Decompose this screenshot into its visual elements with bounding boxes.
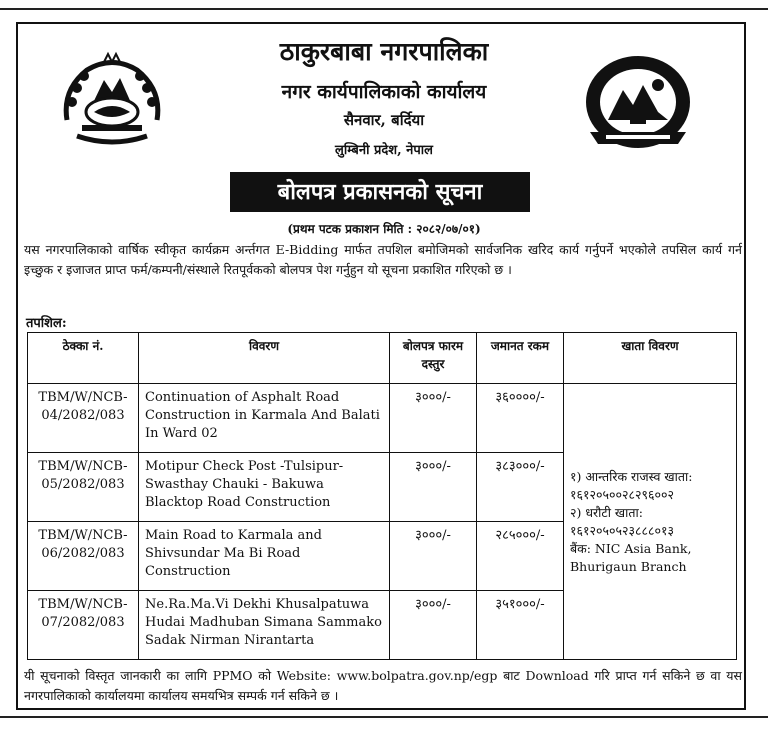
deposit-account-number: १६१२०५०५२३८८८०१३ bbox=[570, 522, 675, 538]
office-location: सैनवार, बर्दिया bbox=[343, 111, 425, 129]
deposit-account-label: २) धरौटी खाता: bbox=[570, 504, 643, 520]
form-fee: ३०००/- bbox=[390, 522, 477, 591]
contract-number: TBM/W/NCB-04/2082/083 bbox=[28, 384, 139, 453]
bid-deposit: २८५०००/- bbox=[477, 522, 564, 591]
intro-paragraph: यस नगरपालिकाको वार्षिक स्वीकृत कार्यक्रम अर्न्तगत E-Bidding मार्फत तपशिल बमोजिमको सार्वजनिक खरिद कार्य गर्नुपर्ने भएकोले तपसिल कार्य गर्न इच्छुक र इजाजत प्राप्त फर्म/कम्पनी/संस्थाले रितपूर्वकको बोलपत्र पेश गर्नुहुन यो सूचना प्रकाशित गरिएको छ । bbox=[24, 242, 742, 277]
work-description: Ne.Ra.Ma.Vi Dekhi Khusalpatuwa Hudai Madhuban Simana Sammako Sadak Nirman Nirantarta bbox=[139, 591, 390, 660]
notice-title-banner: बोलपत्र प्रकासनको सूचना bbox=[230, 172, 530, 212]
work-description: Main Road to Karmala and Shivsundar Ma Bi Road Construction bbox=[139, 522, 390, 591]
revenue-account-label: १) आन्तरिक राजस्व खाता: bbox=[570, 468, 693, 484]
bottom-rule bbox=[0, 716, 768, 718]
top-rule bbox=[0, 8, 768, 10]
bid-deposit: ३८३०००/- bbox=[477, 453, 564, 522]
table-row bbox=[28, 384, 737, 453]
column-header-form-fee: बोलपत्र फारम दस्तुर bbox=[390, 333, 477, 384]
bid-table bbox=[27, 332, 737, 660]
bank-name: बैंक: NIC Asia Bank, bbox=[570, 540, 692, 556]
province-line: लुम्बिनी प्रदेश, नेपाल bbox=[335, 143, 433, 158]
contract-number: TBM/W/NCB-05/2082/083 bbox=[28, 453, 139, 522]
contract-number: TBM/W/NCB-07/2082/083 bbox=[28, 591, 139, 660]
column-header-deposit: जमानत रकम bbox=[477, 333, 564, 384]
column-header-description: विवरण bbox=[139, 333, 390, 384]
footer-paragraph: यी सूचनाको विस्तृत जानकारी का लागि PPMO को Website: www.bolpatra.gov.np/egp बाट Download गरि प्राप्त गर्न सकिने छ वा यस नगरपालिकाको कार्यालयमा कार्यालय समयभित्र सम्पर्क गर्न सकिने छ । bbox=[24, 668, 742, 703]
bank-branch: Bhurigaun Branch bbox=[570, 558, 687, 574]
column-header-contract-no: ठेक्का नं. bbox=[28, 333, 139, 384]
revenue-account-number: १६१२०५००२८२९६००२ bbox=[570, 486, 675, 502]
column-header-account: खाता विवरण bbox=[564, 333, 737, 384]
contract-number: TBM/W/NCB-06/2082/083 bbox=[28, 522, 139, 591]
bid-deposit: ३६००००/- bbox=[477, 384, 564, 453]
bid-deposit: ३५१०००/- bbox=[477, 591, 564, 660]
office-name: नगर कार्यपालिकाको कार्यालय bbox=[281, 81, 487, 103]
table-header-row bbox=[28, 333, 737, 384]
publish-date: (प्रथम पटक प्रकाशन मिति : २०८२/०७/०१) bbox=[287, 222, 481, 236]
details-label: तपशिल: bbox=[26, 316, 67, 331]
work-description: Motipur Check Post -Tulsipur-Swasthay Chauki - Bakuwa Blacktop Road Construction bbox=[139, 453, 390, 522]
account-details bbox=[564, 384, 737, 660]
municipality-name: ठाकुरबाबा नगरपालिका bbox=[279, 37, 489, 66]
form-fee: ३०००/- bbox=[390, 591, 477, 660]
form-fee: ३०००/- bbox=[390, 453, 477, 522]
form-fee: ३०००/- bbox=[390, 384, 477, 453]
work-description: Continuation of Asphalt Road Construction in Karmala And Balati In Ward 02 bbox=[139, 384, 390, 453]
